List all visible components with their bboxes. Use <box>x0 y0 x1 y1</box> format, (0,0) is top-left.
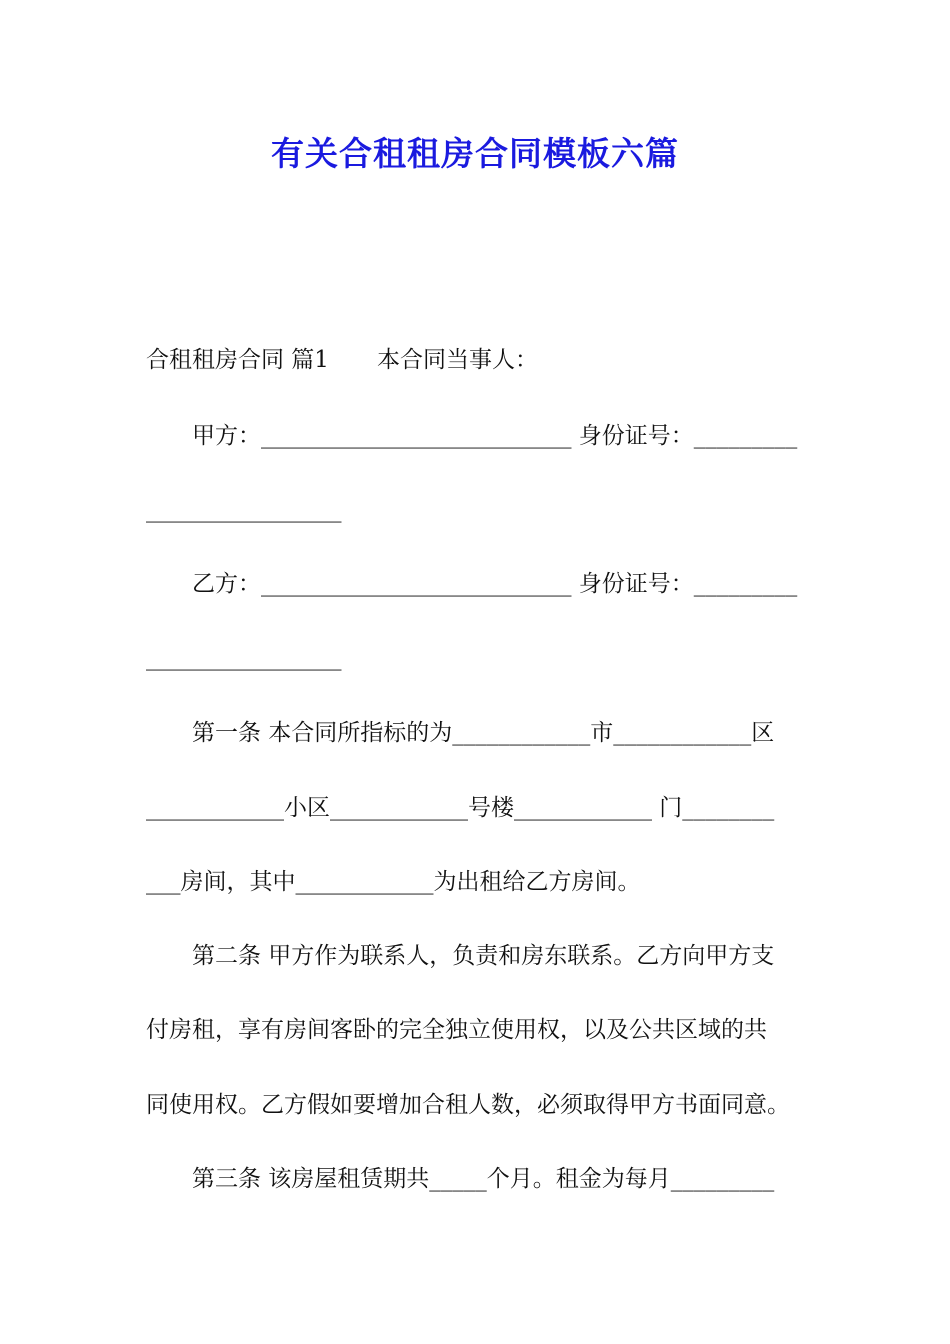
contract-heading-line <box>146 345 808 375</box>
article-2-line-3: 同使用权。乙方假如要增加合租人数，必须取得甲方书面同意。 <box>146 1092 790 1118</box>
party-a-line-cont: _________________ <box>146 497 342 523</box>
article-1-line-3: ___房间，其中____________为出租给乙方房间。 <box>146 869 641 895</box>
article-1-line-2: ____________小区____________号楼____________ 门________ <box>146 795 775 821</box>
article-1-line-1: 第一条 本合同所指标的为____________市____________区 <box>192 720 775 746</box>
document-title: 有关合租租房合同模板六篇 <box>271 134 679 173</box>
article-2-line-2: 付房租，享有房间客卧的完全独立使用权，以及公共区域的共 <box>146 1017 767 1043</box>
party-a-line: 甲方：___________________________ 身份证号：_________ <box>192 423 798 449</box>
parties-intro: 本合同当事人： <box>376 347 538 373</box>
contract-section-label: 合租租房合同 篇1 <box>146 347 329 373</box>
article-2-line-1: 第二条 甲方作为联系人，负责和房东联系。乙方向甲方支 <box>192 943 775 969</box>
party-b-line: 乙方：___________________________ 身份证号：_________ <box>192 571 798 597</box>
party-b-line-cont: _________________ <box>146 645 342 671</box>
article-3-line-1: 第三条 该房屋租赁期共_____个月。租金为每月_________ <box>192 1166 775 1192</box>
